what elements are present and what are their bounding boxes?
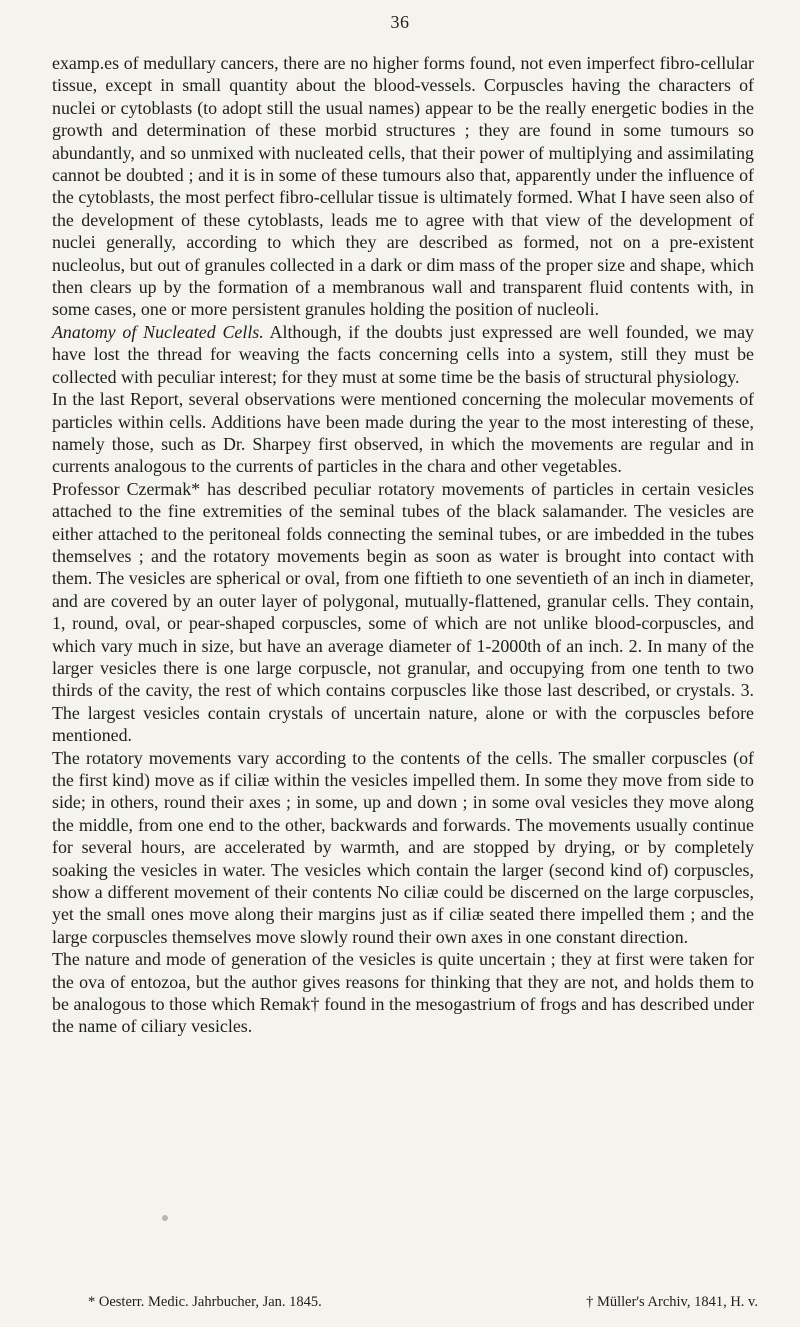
body-text	[52, 52, 754, 1038]
footnote-2: † Müller's Archiv, 1841, H. v.	[586, 1294, 758, 1310]
paragraph-4: Professor Czermak* has described peculiar rotatory movements of particles in certain vesicles attached to the fine extremities of the seminal tubes of the black salamander. The vesicles are either attached to the peritoneal folds connecting the seminal tubes, or are imbedded in the tubes themselves ; and the rotatory movements begin as soon as water is brought into contact with them. The vesicles are spherical or oval, from one fiftieth to one seventieth of an inch in diameter, and are covered by an outer layer of polygonal, mutually-flattened, granular cells. They contain, 1, round, oval, or pear-shaped corpuscles, some of which are not unlike blood-corpuscles, and which vary much in size, but have an average diameter of 1-2000th of an inch. 2. In many of the larger vesicles there is one large corpuscle, not granular, and occupying from one tenth to two thirds of the cavity, the rest of which contains corpuscles like those last described, or crystals. 3. The largest vesicles contain crystals of uncertain nature, alone or with the corpuscles before mentioned.	[52, 478, 754, 746]
paragraph-6: The nature and mode of generation of the vesicles is quite uncertain ; they at first were taken for the ova of entozoa, but the author gives reasons for thinking that they are not, and holds them to be analogous to those which Remak† found in the mesogastrium of frogs and has described under the name of ciliary vesicles.	[52, 949, 754, 1037]
paragraph-3: In the last Report, several observations were mentioned concerning the molecular movements of particles within cells. Additions have been made during the year to the most interesting of these, namely those, such as Dr. Sharpey first observed, in which the movements are regular and in currents analogous to the currents of particles in the chara and other vegetables.	[52, 389, 754, 477]
footnotes	[88, 1294, 758, 1311]
footnote-1: * Oesterr. Medic. Jahrbucher, Jan. 1845.	[88, 1294, 322, 1310]
paragraph-2	[52, 321, 754, 388]
page-number: 36	[390, 12, 410, 32]
paper-speck	[162, 1215, 168, 1221]
section-heading: Anatomy of Nucleated Cells.	[52, 321, 264, 342]
paragraph-1: examp.es of medullary cancers, there are no higher forms found, not even imperfect fibro-cellular tissue, except in small quantity about the blood-vessels. Corpuscles having the characters of nuclei or cytoblasts (to adopt still the usual names) appear to be the really energetic bodies in the growth and determination of these morbid structures ; they are found in some tumours so abundantly, and so unmixed with nucleated cells, that their power of multiplying and assimilating cannot be doubted ; and it is in some of these tumours also that, apparently under the influence of the cytoblasts, the most perfect fibro-cellular tissue is ultimately formed. What I have seen also of the development of these cytoblasts, leads me to agree with that view of the development of nuclei generally, according to which they are described as formed, not on a pre-existent nucleolus, but out of granules collected in a dark or dim mass of the proper size and shape, which then clears up by the formation of a membranous wall and transparent fluid contents with, in some cases, one or more persistent granules holding the position of nucleoli.	[52, 53, 754, 320]
paragraph-2-text: Although, if the doubts just expressed are well founded, we may have lost the thread for weaving the facts concerning cells into a system, still they must be collected with peculiar interest; for they must at some time be the basis of structural physiology.	[52, 321, 755, 387]
paragraph-5: The rotatory movements vary according to the contents of the cells. The smaller corpuscles (of the first kind) move as if ciliæ within the vesicles impelled them. In some they move from side to side; in others, round their axes ; in some, up and down ; in some oval vesicles they move along the middle, from one end to the other, backwards and forwards. The movements usually continue for several hours, are accelerated by warmth, and are stopped by drying, or by completely soaking the vesicles in water. The vesicles which contain the larger (second kind of) corpuscles, show a different movement of their contents No ciliæ could be discerned on the large corpuscles, yet the small ones move along their margins just as if ciliæ seated there impelled them ; and the large corpuscles themselves move slowly round their own axes in one constant direction.	[52, 747, 754, 947]
